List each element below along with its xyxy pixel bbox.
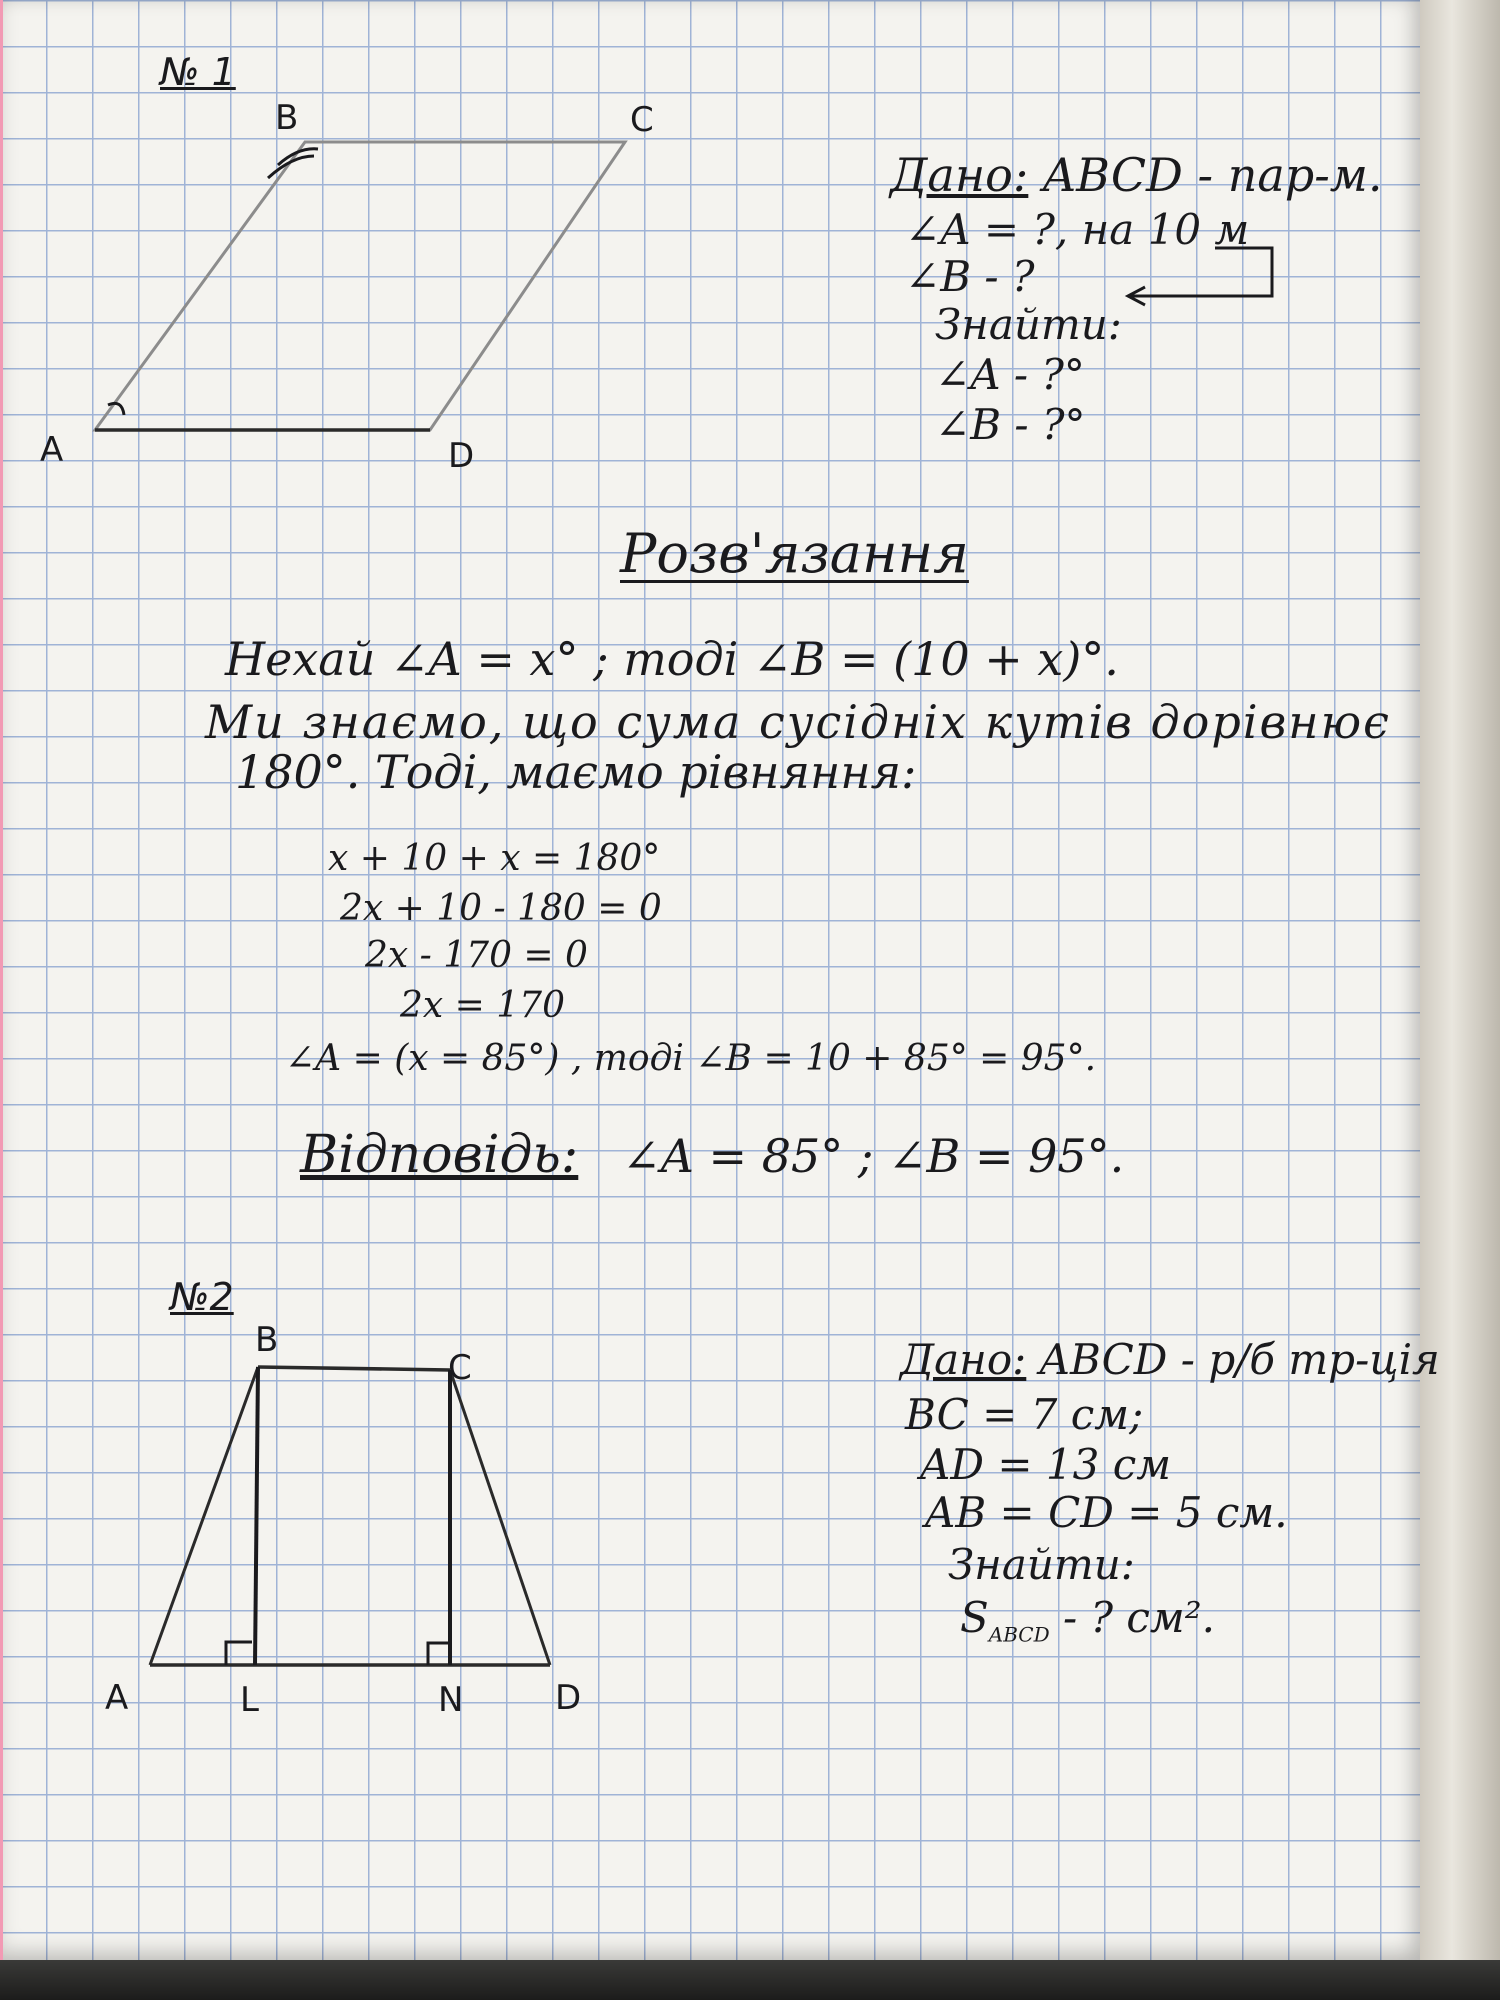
trap-vertex-c: C	[448, 1348, 472, 1388]
equation-5: ∠A = (x = 85°) , тоді ∠B = 10 + 85° = 95°.	[285, 1038, 1097, 1079]
given-ab-cd: AB = CD = 5 см.	[925, 1488, 1288, 1537]
vertex-c-label: C	[630, 100, 654, 140]
given-line-angle-a: ∠A = ?, на 10 м	[905, 205, 1250, 254]
base-bc	[258, 1367, 450, 1370]
right-angle-l	[226, 1642, 252, 1665]
vertex-a-label: A	[40, 430, 64, 470]
solution-title: Розв'язання	[620, 522, 969, 585]
equation-3: 2x - 170 = 0	[365, 935, 588, 976]
answer-text: ∠A = 85° ; ∠B = 95°.	[622, 1129, 1125, 1183]
trap-vertex-d: D	[555, 1678, 582, 1718]
equation-4: 2x = 170	[400, 985, 565, 1026]
find-area: $S_{ABCD}$ - ? см².	[960, 1593, 1215, 1647]
find-line-angle-b: ∠B - ?°	[935, 400, 1086, 449]
vertex-d-label: D	[448, 436, 475, 476]
trap-vertex-a: A	[105, 1678, 129, 1718]
height-bl	[255, 1367, 258, 1665]
find-heading-1: Знайти:	[935, 300, 1122, 349]
solution-line-2: Ми знаємо, що сума сусідніх кутів дорівнює	[205, 695, 1391, 749]
given-ad: AD = 13 см	[920, 1440, 1172, 1489]
solution-line-3: 180°. Тоді, маємо рівняння:	[235, 745, 917, 799]
trap-vertex-b: B	[255, 1320, 279, 1360]
problem-1-number: № 1	[160, 50, 236, 94]
trap-point-l: L	[240, 1680, 259, 1720]
answer-label: Відповідь:	[300, 1125, 579, 1185]
solution-line-1: Нехай ∠A = x° ; тоді ∠B = (10 + x)°.	[225, 632, 1119, 686]
given-line-angle-b: ∠B - ?	[905, 252, 1035, 301]
given-heading-2: Дано: ABCD - р/б тр-ція	[900, 1335, 1440, 1384]
problem-2-number: №2	[170, 1275, 234, 1319]
side-ab	[150, 1367, 258, 1665]
equation-2: 2x + 10 - 180 = 0	[340, 888, 662, 929]
equation-1: x + 10 + x = 180°	[328, 838, 661, 879]
find-heading-2: Знайти:	[948, 1540, 1135, 1589]
given-heading-1: Дано: ABCD - пар-м.	[890, 148, 1383, 202]
side-cd	[450, 1370, 550, 1665]
right-angle-n	[428, 1643, 448, 1665]
trap-point-n: N	[438, 1680, 464, 1720]
vertex-b-label: B	[275, 98, 299, 138]
given-bc: BC = 7 см;	[905, 1390, 1144, 1439]
find-line-angle-a: ∠A - ?°	[935, 350, 1085, 399]
